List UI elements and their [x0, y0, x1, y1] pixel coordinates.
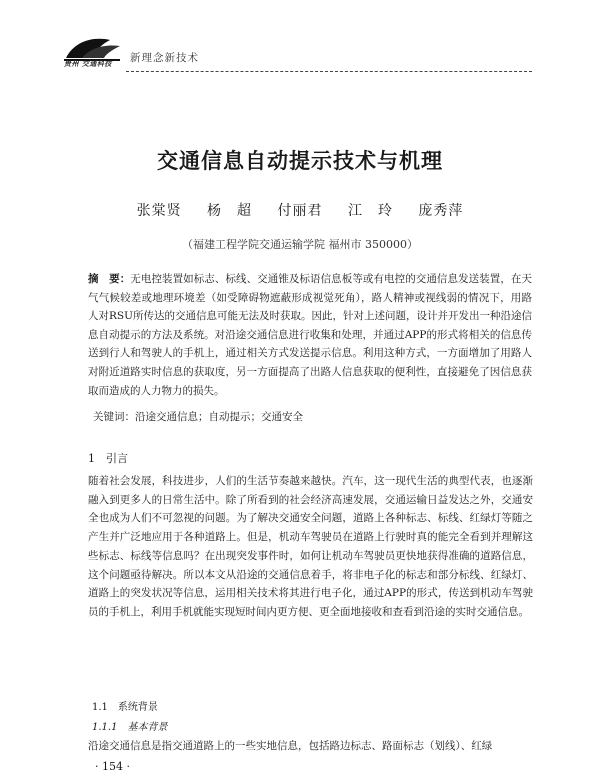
abstract-label: 摘 要： — [88, 273, 131, 285]
author-name: 付丽君 — [277, 203, 323, 219]
keywords — [93, 409, 303, 424]
abstract — [88, 270, 532, 400]
body-last-line: 沿途交通信息是指交通道路上的一些实地信息，包括路边标志、路面标志（划线）、红绿 — [88, 740, 493, 752]
author-name: 江 玲 — [347, 203, 393, 219]
paragraph-text: 随着社会发展，科技进步，人们的生活节奏越来越快。汽车，这一现代生活的典型代表，也逐渐融入到更多人的日常生活中。除了所看到的社会经济高速发展，交通运输日益发达之外，交通安全也成为人们不可忽视的问题。为了解决交通安全问题，道路上各种标志、标线、红绿灯等随之产生并广泛地应用于各种道路上。但是，机动车驾驶员在道路上行驶时真的能完全看到并理解这些标志、标线等信息吗？在出现突发事件时，如何让机动车驾驶员更快地获得准确的道路信息，这个问题亟待解决。所以本文从沿途的交通信息着手，将非电子化的标志和部分标线、红绿灯、道路上的突发状况等信息，运用相关技术将其进行电子化，通过APP的形式，传送到机动车驾驶员的手机上，利用手机就能实现短时间内更方便、更全面地接收和查看到沿途的实时交通信息。 — [88, 475, 533, 618]
body-paragraph — [88, 472, 533, 622]
author-name: 庞秀萍 — [418, 203, 464, 219]
author-name: 张棠贤 — [136, 203, 182, 219]
section-heading: 1 引言 — [88, 452, 128, 465]
subsubsection-heading: 1.1.1 基本背景 — [92, 722, 168, 733]
section-name: 新理念新技术 — [130, 52, 199, 64]
keywords-label: 关键词： — [93, 411, 135, 423]
affiliation: （福建工程学院交通运输学院 福州市 350000） — [182, 238, 418, 251]
page-number: · 154 · — [95, 760, 130, 773]
journal-logo-text: 贵州 交通科技 — [64, 59, 112, 68]
header-rule — [126, 71, 532, 72]
subsection-heading: 1.1 系统背景 — [92, 702, 158, 713]
author-name: 杨 超 — [207, 203, 253, 219]
keywords-text: 沿途交通信息；自动提示；交通安全 — [135, 411, 303, 423]
journal-header — [62, 28, 532, 78]
article-title: 交通信息自动提示技术与机理 — [157, 148, 443, 173]
abstract-text: 无电控装置如标志、标线、交通锥及标语信息板等或有电控的交通信息发送装置，在天气气候较差或地理环境差（如受障碍物遮蔽形成视觉死角），路人精神或视线弱的情况下，用路人对RSU所传达的交通信息可能无法及时获取。因此，针对上述问题，设计并开发出一种沿途信息自动提示的方法及系统。对沿途交通信息进行收集和处理，并通过APP的形式将相关的信息传送到行人和驾驶人的手机上，通过相关方式发送提示信息。利用这种方式，一方面增加了用路人对附近道路实时信息的获取度，另一方面提高了出路人信息获取的便利性，直接避免了因信息获取而造成的人力物力的损失。 — [88, 273, 533, 397]
author-list — [0, 200, 600, 220]
